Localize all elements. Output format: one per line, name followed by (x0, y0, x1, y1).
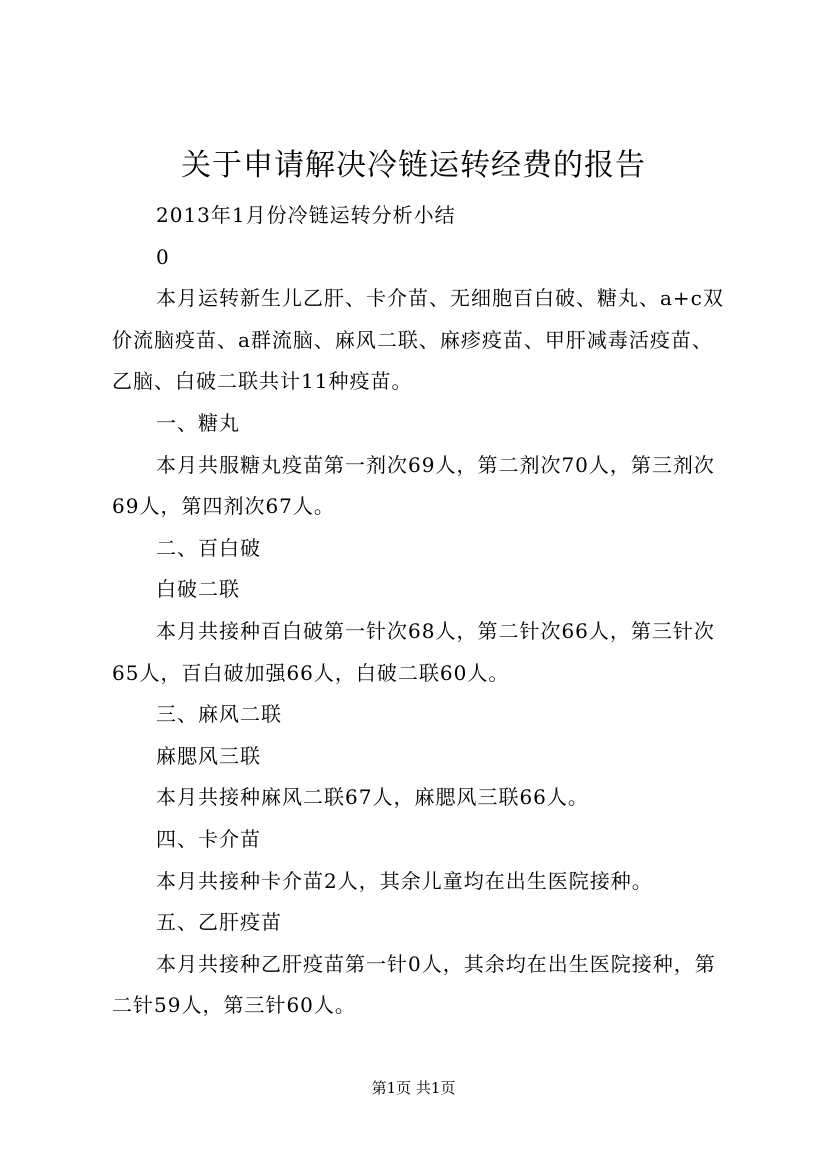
paragraph-section-2: 本月共接种百白破第一针次68人，第二针次66人，第三针次65人，百白破加强66人，白破二联60人。 (112, 618, 715, 685)
paragraph-zero: 0 (156, 244, 170, 269)
paragraph-subtitle: 2013年1月份冷链运转分析小结 (156, 203, 456, 227)
paragraph-section-1: 本月共服糖丸疫苗第一剂次69人，第二剂次70人，第三剂次69人，第四剂次67人。 (112, 452, 715, 519)
subheading-2: 白破二联 (156, 577, 240, 602)
paragraph-section-3: 本月共接种麻风二联67人，麻腮风三联66人。 (156, 785, 589, 810)
section-heading-1: 一、糖丸 (156, 410, 240, 435)
page-footer: 第1页 共1页 (371, 1079, 456, 1097)
section-heading-5: 五、乙肝疫苗 (156, 910, 282, 935)
paragraph-section-4: 本月共接种卡介苗2人，其余儿童均在出生医院接种。 (156, 868, 653, 893)
paragraph-intro: 本月运转新生儿乙肝、卡介苗、无细胞百白破、糖丸、a+c双价流脑疫苗、a群流脑、麻风二联、麻疹疫苗、甲肝减毒活疫苗、乙脑、白破二联共计11种疫苗。 (112, 286, 724, 394)
document-title: 关于申请解决冷链运转经费的报告 (181, 148, 646, 183)
section-heading-4: 四、卡介苗 (156, 826, 261, 851)
section-heading-2: 二、百白破 (156, 535, 261, 560)
section-heading-3: 三、麻风二联 (156, 702, 282, 727)
subheading-3: 麻腮风三联 (156, 743, 261, 768)
document-body (112, 195, 724, 1027)
paragraph-section-5: 本月共接种乙肝疫苗第一针0人，其余均在出生医院接种，第二针59人，第三针60人。 (112, 951, 716, 1018)
